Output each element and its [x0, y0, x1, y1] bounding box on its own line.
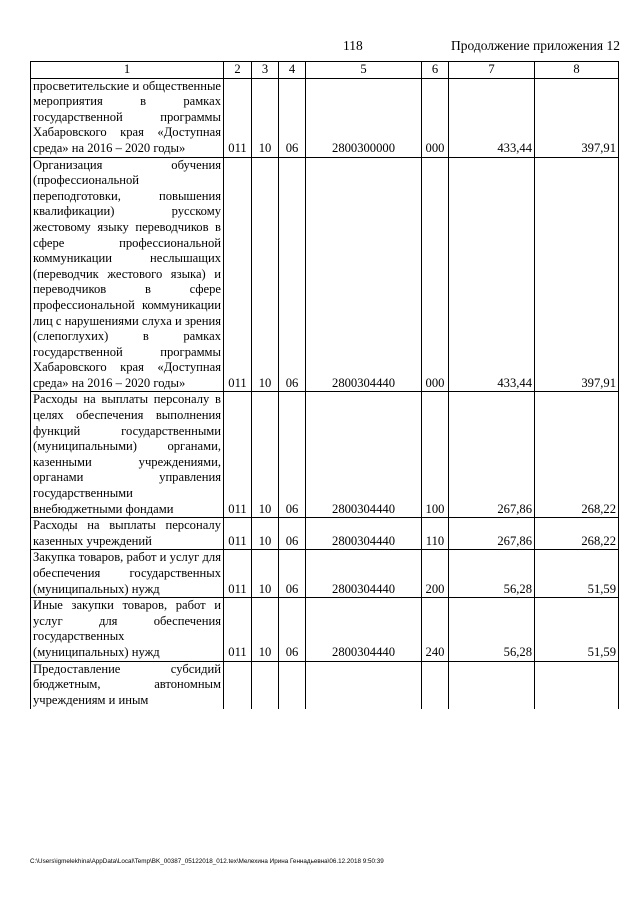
column-header: 7	[449, 62, 535, 79]
row-expense-type: 100	[422, 392, 449, 518]
row-amount-2: 397,91	[535, 157, 619, 392]
row-target-article: 2800304440	[306, 550, 422, 598]
row-code: 011	[224, 78, 252, 157]
row-target-article: 2800304440	[306, 598, 422, 661]
row-expense-type: 240	[422, 598, 449, 661]
row-description: Предоставление субсидий бюджетным, автономным учреждениям и иным	[31, 661, 224, 709]
row-amount-2: 51,59	[535, 598, 619, 661]
row-section: 10	[252, 78, 279, 157]
row-subsection: 06	[279, 598, 306, 661]
table-row	[31, 550, 619, 598]
row-amount-1: 267,86	[449, 518, 535, 550]
table-row	[31, 157, 619, 392]
row-section: 10	[252, 518, 279, 550]
row-section: 10	[252, 157, 279, 392]
row-description: просветительские и общественные мероприятия в рамках государственной программы Хабаровского края «Доступная среда» на 2016 – 2020 годы»	[31, 78, 224, 157]
column-header: 1	[31, 62, 224, 79]
table-row	[31, 78, 619, 157]
header-row	[31, 62, 619, 79]
row-amount-2: 268,22	[535, 518, 619, 550]
row-target-article: 2800304440	[306, 157, 422, 392]
row-code: 011	[224, 157, 252, 392]
row-expense-type: 000	[422, 157, 449, 392]
row-code: 011	[224, 598, 252, 661]
row-description: Расходы на выплаты персоналу казенных учреждений	[31, 518, 224, 550]
row-amount-1	[449, 661, 535, 709]
page-number: 118	[343, 38, 363, 53]
row-section: 10	[252, 598, 279, 661]
row-description: Иные закупки товаров, работ и услуг для обеспечения государственных (муниципальных) нужд	[31, 598, 224, 661]
file-path-footer: C:\Users\igmelekhina\AppData\Local\Temp\BK_00387_05122018_012.tex\Мелехина Ирина Геннадьевна\06.12.2018 9:50:39	[30, 858, 384, 865]
row-expense-type	[422, 661, 449, 709]
row-amount-2: 268,22	[535, 392, 619, 518]
row-amount-2: 397,91	[535, 78, 619, 157]
row-code: 011	[224, 550, 252, 598]
row-target-article: 2800300000	[306, 78, 422, 157]
row-expense-type: 200	[422, 550, 449, 598]
row-subsection: 06	[279, 518, 306, 550]
row-target-article	[306, 661, 422, 709]
table-row	[31, 661, 619, 709]
column-header: 2	[224, 62, 252, 79]
row-section	[252, 661, 279, 709]
row-amount-1: 56,28	[449, 550, 535, 598]
row-amount-1: 56,28	[449, 598, 535, 661]
row-section: 10	[252, 392, 279, 518]
table-row	[31, 392, 619, 518]
column-header: 4	[279, 62, 306, 79]
table-row	[31, 518, 619, 550]
row-amount-1: 433,44	[449, 78, 535, 157]
row-subsection: 06	[279, 157, 306, 392]
row-section: 10	[252, 550, 279, 598]
row-subsection: 06	[279, 392, 306, 518]
row-amount-1: 433,44	[449, 157, 535, 392]
row-amount-2: 51,59	[535, 550, 619, 598]
column-header: 6	[422, 62, 449, 79]
row-code: 011	[224, 392, 252, 518]
row-amount-2	[535, 661, 619, 709]
budget-table	[30, 61, 619, 709]
row-amount-1: 267,86	[449, 392, 535, 518]
row-expense-type: 110	[422, 518, 449, 550]
row-description: Организация обучения (профессиональной переподготовки, повышения квалификации) русскому жестовому языку переводчиков в сфере профессиональной коммуникации неслышащих (переводчик жестового языка) и переводчиков в сфере профессиональной коммуникации лиц с нарушениями слуха и зрения (слепоглухих) в рамках государственной программы Хабаровского края «Доступная среда» на 2016 – 2020 годы»	[31, 157, 224, 392]
row-code	[224, 661, 252, 709]
table-row	[31, 598, 619, 661]
appendix-note: Продолжение приложения 12	[450, 38, 620, 53]
column-header: 3	[252, 62, 279, 79]
column-header: 8	[535, 62, 619, 79]
row-expense-type: 000	[422, 78, 449, 157]
row-description: Расходы на выплаты персоналу в целях обеспечения выполнения функций государственными (муниципальными) органами, казенными учреждениями, органами управления государственными внебюджетными фондами	[31, 392, 224, 518]
row-description: Закупка товаров, работ и услуг для обеспечения государственных (муниципальных) нужд	[31, 550, 224, 598]
row-target-article: 2800304440	[306, 392, 422, 518]
row-subsection: 06	[279, 550, 306, 598]
row-subsection: 06	[279, 78, 306, 157]
row-code: 011	[224, 518, 252, 550]
row-subsection	[279, 661, 306, 709]
row-target-article: 2800304440	[306, 518, 422, 550]
column-header: 5	[306, 62, 422, 79]
